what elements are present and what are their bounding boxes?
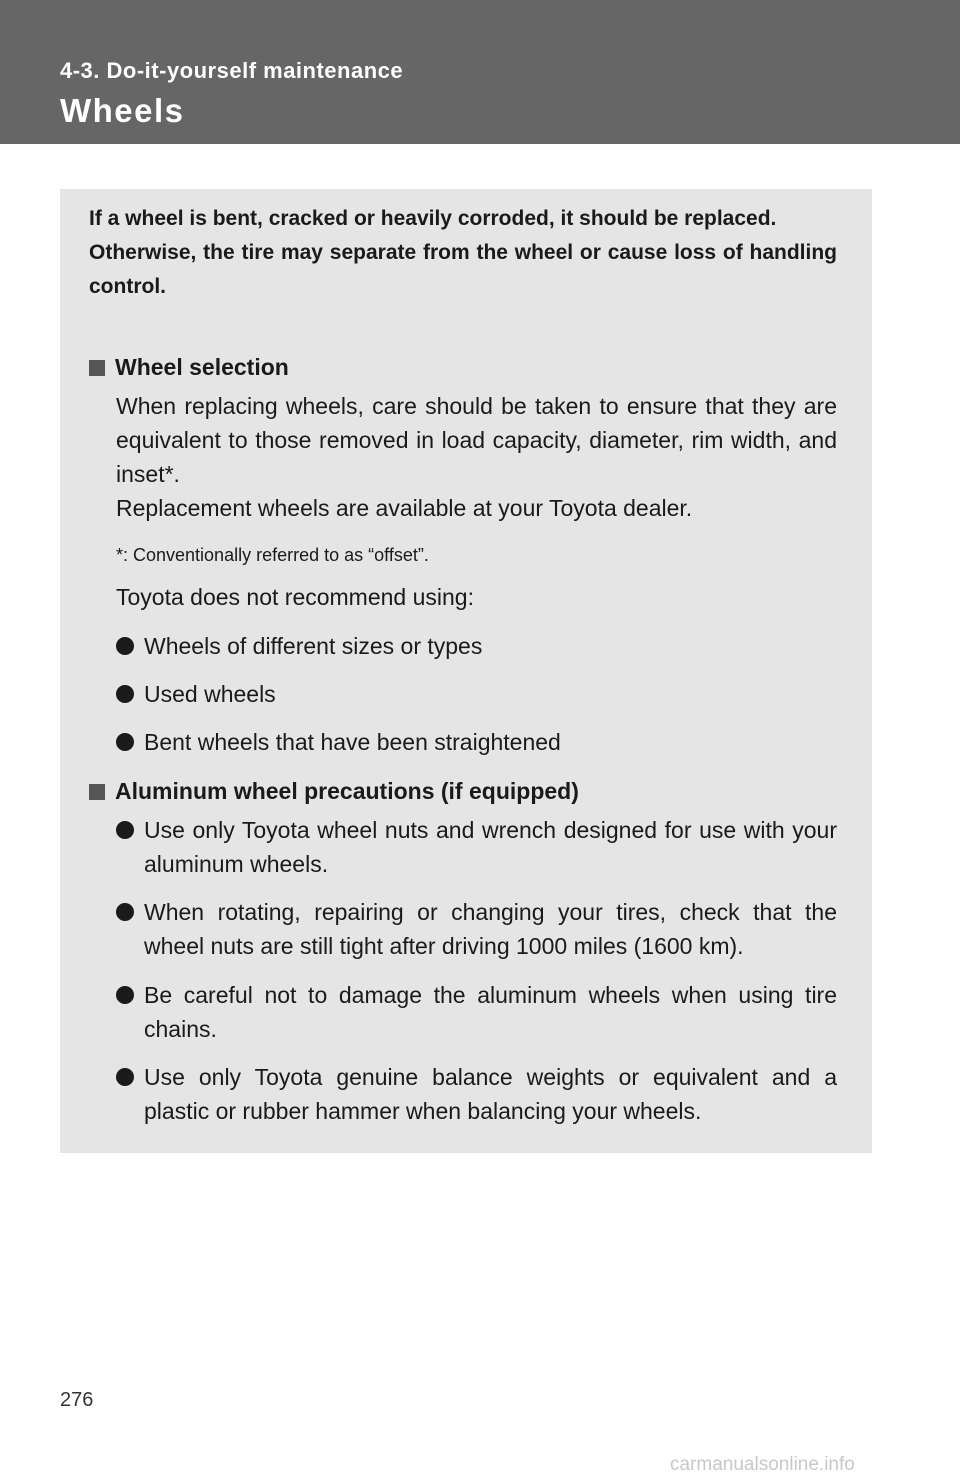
wheel-selection-para-1: When replacing wheels, care should be taken to ensure that they are equivalent to those removed in load capacity, diameter, rim width, and inset*. bbox=[116, 393, 837, 487]
bullet-dot-icon bbox=[116, 637, 134, 655]
wheel-selection-body bbox=[116, 389, 837, 525]
list-item bbox=[116, 978, 837, 1046]
aluminum-heading-text: Aluminum wheel precautions (if equipped) bbox=[115, 778, 579, 804]
list-item-text: Use only Toyota wheel nuts and wrench designed for use with your aluminum wheels. bbox=[144, 817, 837, 877]
list-item bbox=[116, 1060, 837, 1128]
wheel-selection-heading-text: Wheel selection bbox=[115, 354, 289, 380]
bullet-dot-icon bbox=[116, 821, 134, 839]
page-title: Wheels bbox=[60, 92, 185, 129]
list-item bbox=[116, 677, 837, 711]
list-item-text: Be careful not to damage the aluminum wheels when using tire chains. bbox=[144, 982, 837, 1042]
list-item bbox=[116, 813, 837, 881]
watermark: carmanualsonline.info bbox=[670, 1454, 855, 1475]
bullet-dot-icon bbox=[116, 1068, 134, 1086]
list-item-text: Bent wheels that have been straightened bbox=[144, 729, 561, 755]
bullet-dot-icon bbox=[116, 903, 134, 921]
intro-warning bbox=[89, 202, 837, 304]
bullet-dot-icon bbox=[116, 733, 134, 751]
wheel-selection-para-2: Replacement wheels are available at your Toyota dealer. bbox=[116, 495, 693, 521]
bullet-dot-icon bbox=[116, 986, 134, 1004]
wheel-selection-heading bbox=[89, 350, 289, 384]
square-bullet-icon bbox=[89, 784, 105, 800]
list-item bbox=[116, 629, 837, 663]
list-item-text: Wheels of different sizes or types bbox=[144, 633, 483, 659]
section-label: 4-3. Do-it-yourself maintenance bbox=[60, 58, 404, 83]
list-item-text: Used wheels bbox=[144, 681, 276, 707]
offset-footnote: *: Conventionally referred to as “offset”. bbox=[116, 545, 429, 565]
intro-line-1: If a wheel is bent, cracked or heavily corroded, it should be replaced. bbox=[89, 207, 777, 230]
list-item-text: When rotating, repairing or changing your tires, check that the wheel nuts are still tight after driving 1000 miles (1600 km). bbox=[144, 899, 837, 959]
intro-line-2: Otherwise, the tire may separate from the wheel or cause loss of handling control. bbox=[89, 241, 837, 298]
list-item bbox=[116, 895, 837, 963]
aluminum-heading bbox=[89, 774, 579, 808]
bullet-dot-icon bbox=[116, 685, 134, 703]
square-bullet-icon bbox=[89, 360, 105, 376]
page-number: 276 bbox=[60, 1389, 94, 1411]
not-recommended-intro: Toyota does not recommend using: bbox=[116, 584, 474, 610]
list-item-text: Use only Toyota genuine balance weights or equivalent and a plastic or rubber hammer when balancing your wheels. bbox=[144, 1064, 837, 1124]
list-item bbox=[116, 725, 837, 759]
